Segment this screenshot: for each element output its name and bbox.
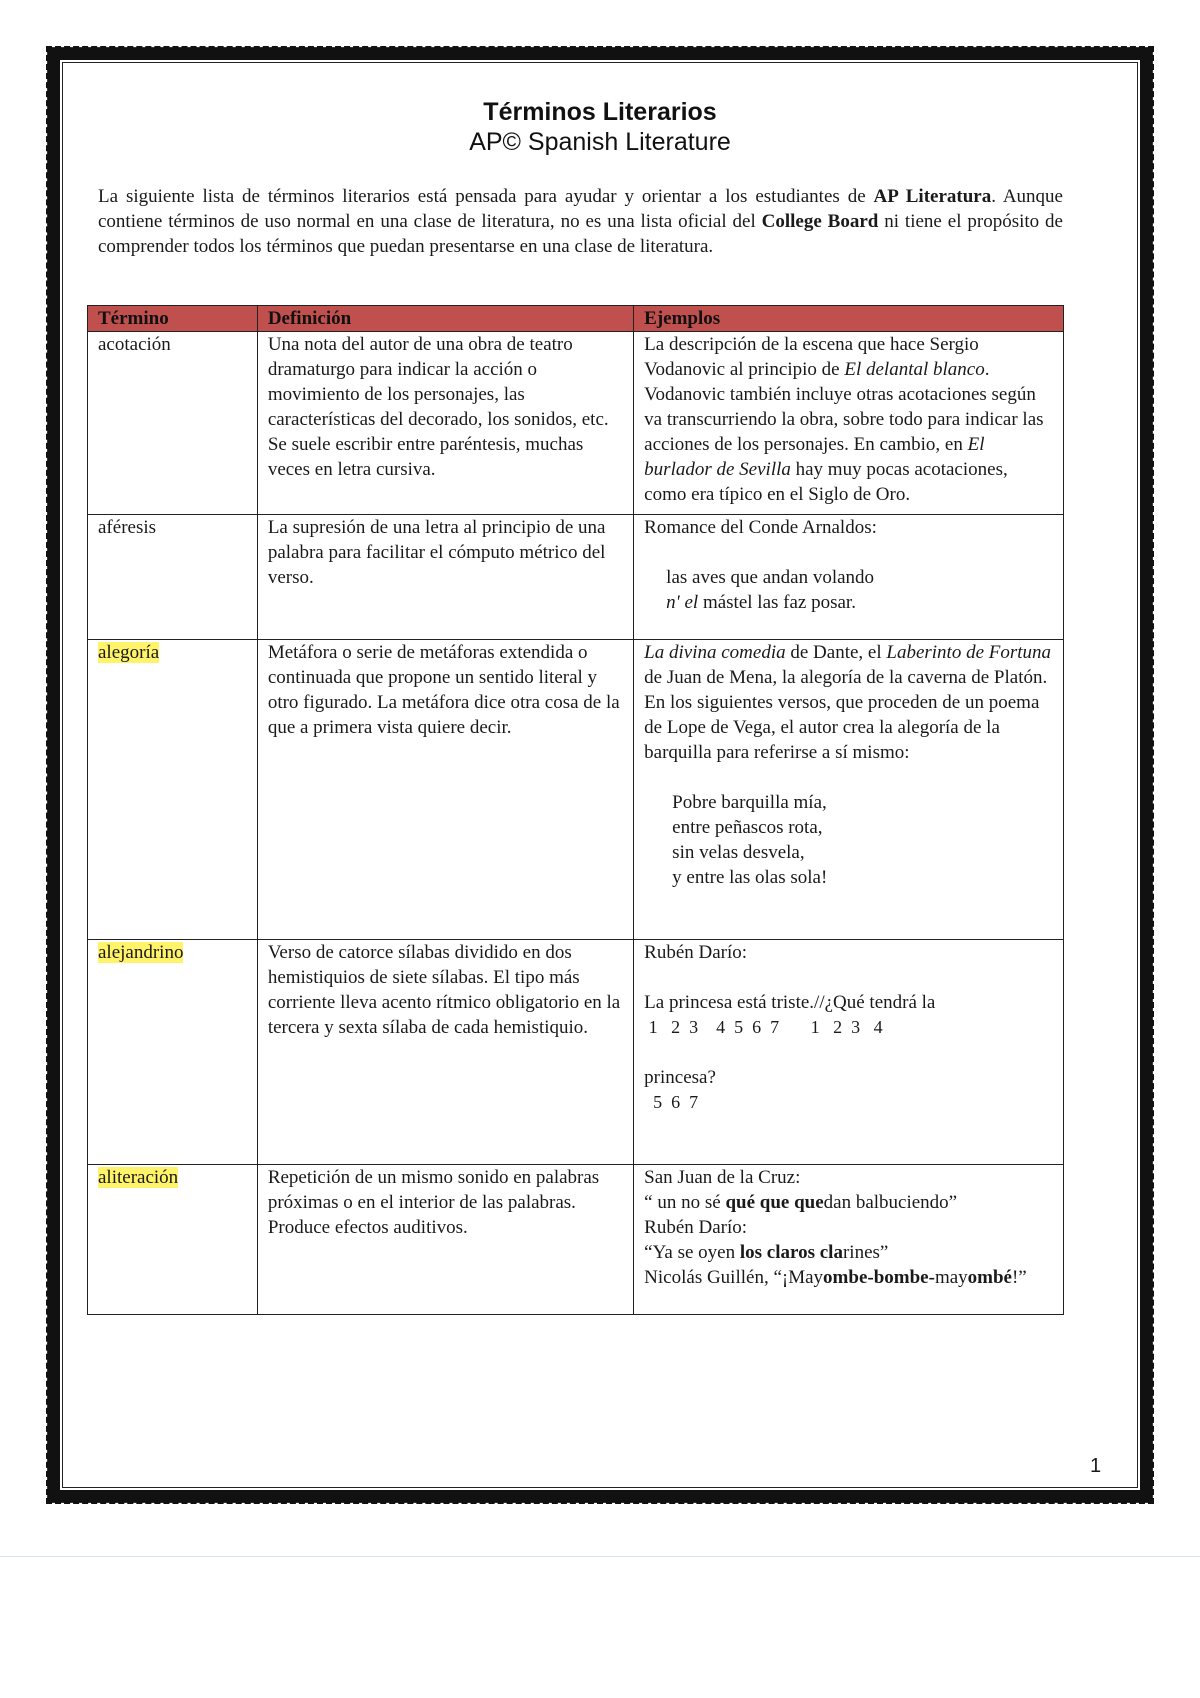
viewer-divider	[0, 1556, 1200, 1557]
page-number: 1	[1090, 1455, 1102, 1477]
example-text: Nicolás Guillén, “¡May	[644, 1267, 824, 1288]
highlighted-term: alejandrino	[98, 942, 184, 963]
example-cell	[634, 640, 1064, 940]
example-text: La descripción de la escena que hace Sergio Vodanovic al principio de	[644, 334, 979, 380]
syllable-numbers: 5 6 7	[644, 1092, 699, 1112]
example-line	[644, 1190, 1053, 1215]
verse-line: sin velas desvela,	[672, 842, 805, 863]
intro-text-2: . Aunque contiene términos de uso normal en una clase de literatura, no es una lista oficial del	[98, 186, 1063, 232]
header-definition: Definición	[257, 306, 633, 332]
example-text: may	[934, 1267, 968, 1288]
table-row	[88, 515, 1064, 640]
definition-cell: La supresión de una letra al principio de una palabra para facilitar el cómputo métrico del verso.	[257, 515, 633, 640]
example-line	[644, 1240, 1053, 1265]
term-cell	[88, 1165, 258, 1315]
example-intro: Romance del Conde Arnaldos:	[644, 517, 877, 538]
example-text: “ un no sé	[644, 1192, 726, 1213]
example-line	[644, 1265, 1053, 1290]
table-row	[88, 940, 1064, 1165]
example-title: El burlador de Sevilla	[644, 434, 985, 480]
term-cell: acotación	[88, 332, 258, 515]
definition-cell: Metáfora o serie de metáforas extendida o continuada que propone un sentido literal y otro figurado. La metáfora dice otra cosa de la que a primera vista quiere decir.	[257, 640, 633, 940]
example-title: La divina comedia	[644, 642, 786, 663]
intro-bold-ap: AP Literatura	[873, 186, 992, 207]
header-examples: Ejemplos	[634, 306, 1064, 332]
example-text: “Ya se oyen	[644, 1242, 740, 1263]
example-cell	[634, 1165, 1064, 1315]
example-text: dan balbuciendo”	[823, 1192, 958, 1213]
page-title: Términos Literarios	[483, 98, 717, 126]
table-row	[88, 332, 1064, 515]
term-cell	[88, 640, 258, 940]
example-text: rines”	[842, 1242, 889, 1263]
intro-text-3: ni tiene el propósito de comprender todos los términos que puedan presentarse en una clase de literatura.	[98, 211, 1063, 257]
example-text: hay muy pocas acotaciones, como era típico en el Siglo de Oro.	[644, 459, 1008, 505]
example-text: !”	[1011, 1267, 1027, 1288]
example-intro: Rubén Darío:	[644, 942, 748, 963]
verse-line: La princesa está triste.//¿Qué tendrá la	[644, 992, 936, 1013]
example-title: El delantal blanco	[844, 359, 985, 380]
term-cell: aféresis	[88, 515, 258, 640]
example-title: Laberinto de Fortuna	[886, 642, 1052, 663]
page-subtitle: AP© Spanish Literature	[469, 128, 731, 156]
example-bold: ombe-bombe-	[823, 1267, 935, 1288]
intro-text-1: La siguiente lista de términos literarios está pensada para ayudar y orientar a los estudiantes de	[98, 186, 874, 207]
example-line: Rubén Darío:	[644, 1217, 748, 1238]
highlighted-term: alegoría	[98, 642, 160, 663]
table-row	[88, 1165, 1064, 1315]
verse-line	[644, 590, 1053, 615]
example-line: San Juan de la Cruz:	[644, 1167, 801, 1188]
syllable-numbers: 1 2 3 4 5 6 7 1 2 3 4	[644, 1017, 883, 1037]
table-row	[88, 640, 1064, 940]
definition-cell: Una nota del autor de una obra de teatro dramaturgo para indicar la acción o movimiento de los personajes, las características del decorado, los sonidos, etc. Se suele escribir entre paréntesis, muchas veces en letra cursiva.	[257, 332, 633, 515]
term-cell	[88, 940, 258, 1165]
verse-text: mástel las faz posar.	[698, 592, 856, 613]
verse-line: Pobre barquilla mía,	[672, 792, 827, 813]
example-text: de Juan de Mena, la alegoría de la caverna de Platón. En los siguientes versos, que proceden de un poema de Lope de Vega, el autor crea la alegoría de la barquilla para referirse a sí mismo:	[644, 667, 1048, 763]
example-text: de Dante, el	[785, 642, 887, 663]
verse-italic: n' el	[666, 592, 699, 613]
intro-paragraph	[98, 184, 1063, 259]
example-bold: ombé	[967, 1267, 1012, 1288]
intro-bold-college-board: College Board	[761, 211, 879, 232]
header-term: Término	[88, 306, 258, 332]
table-header-row	[88, 306, 1064, 332]
example-bold: qué que que	[725, 1192, 824, 1213]
example-cell	[634, 940, 1064, 1165]
verse-line: entre peñascos rota,	[672, 817, 823, 838]
verse-line: princesa?	[644, 1067, 716, 1088]
verse-line: y entre las olas sola!	[672, 867, 828, 888]
highlighted-term: aliteración	[98, 1167, 179, 1188]
example-text: . Vodanovic también incluye otras acotaciones según va transcurriendo la obra, sobre todo para indicar las acciones de los personajes. En cambio, en	[644, 359, 1044, 455]
example-bold: los claros cla	[739, 1242, 843, 1263]
example-cell	[634, 332, 1064, 515]
verse-line: las aves que andan volando	[666, 567, 875, 588]
terms-table	[87, 305, 1064, 1315]
definition-cell: Verso de catorce sílabas dividido en dos hemistiquios de siete sílabas. El tipo más corriente lleva acento rítmico obligatorio en la tercera y sexta sílaba de cada hemistiquio.	[257, 940, 633, 1165]
example-cell	[634, 515, 1064, 640]
definition-cell: Repetición de un mismo sonido en palabras próximas o en el interior de las palabras. Produce efectos auditivos.	[257, 1165, 633, 1315]
